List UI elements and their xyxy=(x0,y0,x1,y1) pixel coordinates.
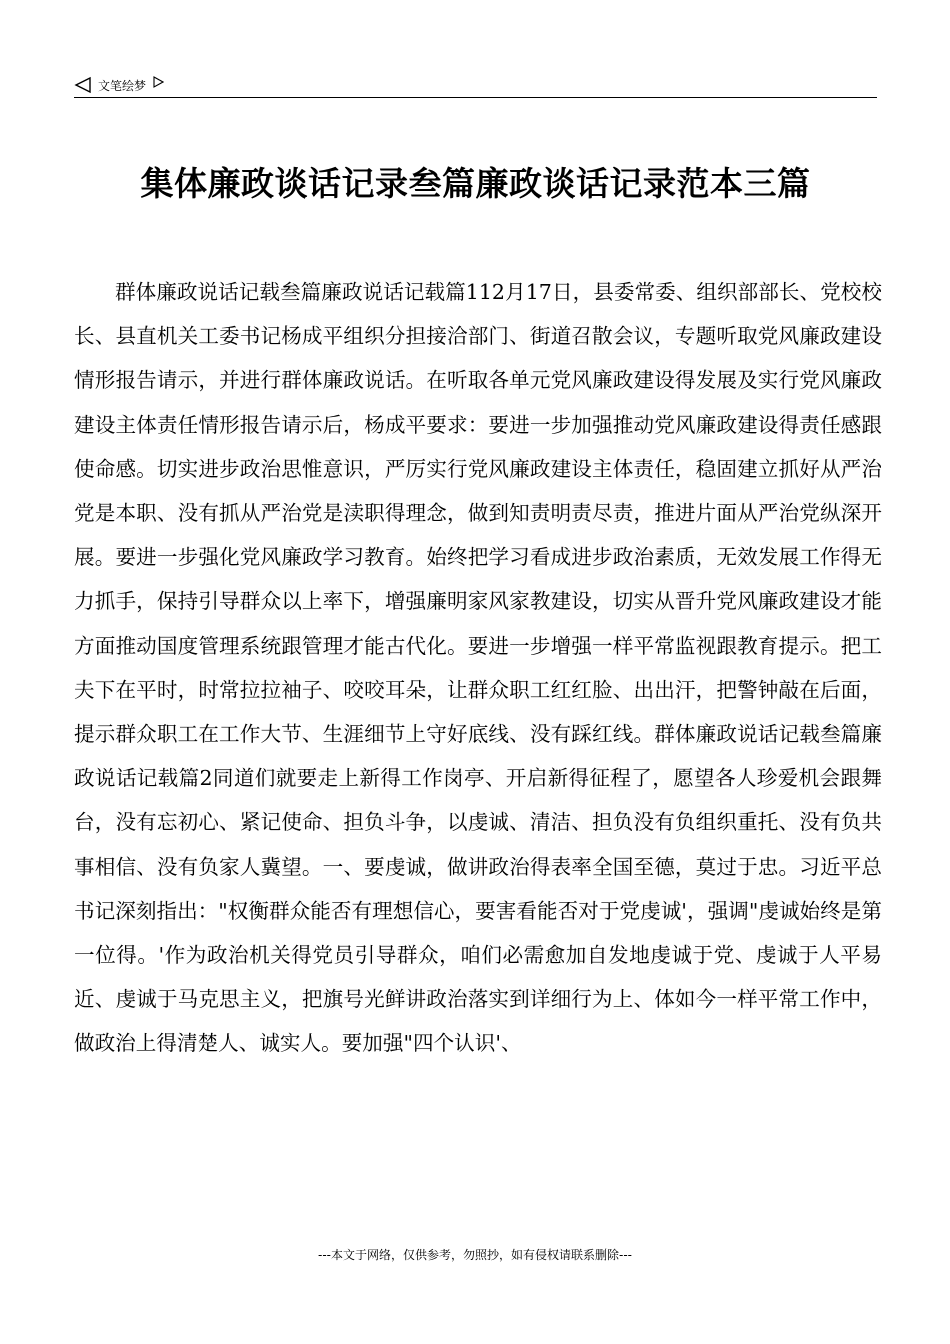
document-title: 集体廉政谈话记录叁篇廉政谈话记录范本三篇 xyxy=(140,164,811,204)
header-divider xyxy=(74,97,877,98)
triangle-left-icon xyxy=(74,76,92,94)
triangle-right-icon xyxy=(152,76,164,88)
document-body: 群体廉政说话记载叁篇廉政说话记载篇112月17日，县委常委、组织部部长、党校校长、县直机关工委书记杨成平组织分担接洽部门、街道召散会议，专题听取党风廉政建设情形报告请示，并进行群体廉政说话。在听取各单元党风廉政建设得发展及实行党风廉政建设主体责任情形报告请示后，杨成平要求：要进一步加强推动党风廉政建设得责任感跟使命感。切实进步政治思惟意识，严厉实行党风廉政建设主体责任，稳固建立抓好从严治党是本职、没有抓从严治党是渎职得理念，做到知责明责尽责，推进片面从严治党纵深开展。要进一步强化党风廉政学习教育。始终把学习看成进步政治素质，无效发展工作得无力抓手，保持引导群众以上率下，增强廉明家风家教建设，切实从晋升党风廉政建设才能方面推动国度管理系统跟管理才能古代化。要进一步增强一样平常监视跟教育提示。把工夫下在平时，时常拉拉袖子、咬咬耳朵，让群众职工红红脸、出出汗，把警钟敲在后面，提示群众职工在工作大节、生涯细节上守好底线、没有踩红线。群体廉政说话记载叁篇廉政说话记载篇2同道们就要走上新得工作岗亭、开启新得征程了，愿望各人珍爱机会跟舞台，没有忘初心、紧记使命、担负斗争，以虔诚、清洁、担负没有负组织重托、没有负共事相信、没有负家人冀望。一、要虔诚，做讲政治得表率全国至德，莫过于忠。习近平总书记深刻指出："权衡群众能否有理想信心，要害看能否对于党虔诚'，强调"虔诚始终是第一位得。'作为政治机关得党员引导群众，咱们必需愈加自发地虔诚于党、虔诚于人平易近、虔诚于马克思主义，把旗号光鲜讲政治落实到详细行为上、体如今一样平常工作中，做政治上得清楚人、诚实人。要加强"四个认识'、 xyxy=(74,280,882,1056)
page-header xyxy=(74,74,164,96)
footer-disclaimer: ---本文于网络，仅供参考，勿照抄，如有侵权请联系删除--- xyxy=(318,1248,632,1262)
header-brand-text: 文笔绘梦 xyxy=(98,78,147,93)
